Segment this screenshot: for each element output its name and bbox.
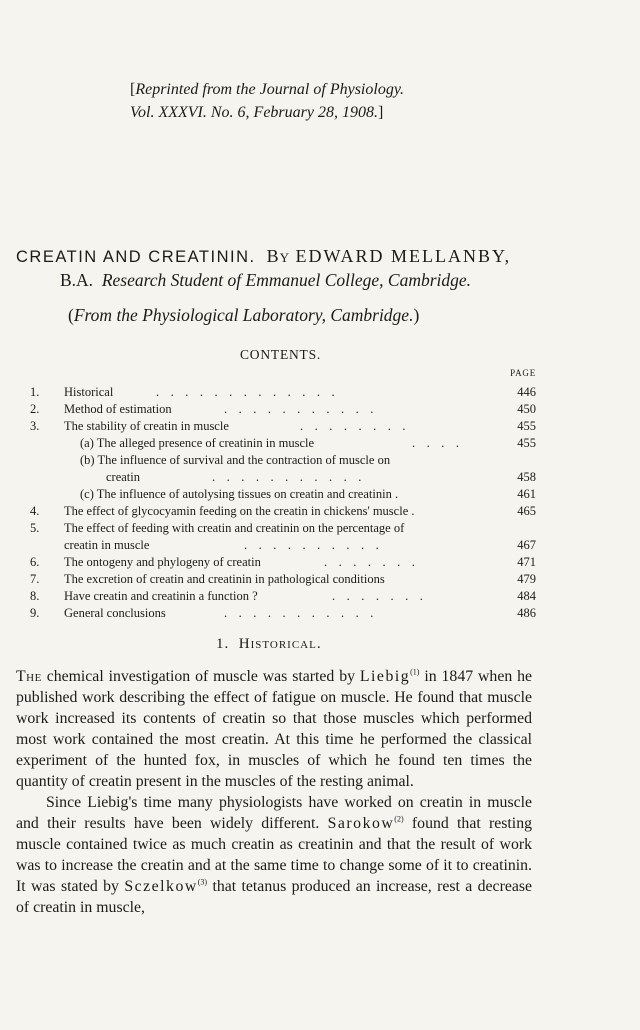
toc-page-number: 450 <box>517 402 536 416</box>
toc-row <box>16 419 536 436</box>
toc-leader-dots: ........... <box>224 402 385 416</box>
toc-entry-text: The effect of glycocyamin feeding on the creatin in chickens' muscle . <box>64 504 415 518</box>
toc-row <box>16 402 536 419</box>
citation-name-sczelkow: Sczelkow <box>124 878 198 895</box>
toc-entry-text: General conclusions <box>64 606 166 620</box>
section-title: Historical. <box>238 636 322 652</box>
reprint-notice <box>130 78 460 124</box>
toc-leader-dots: ........... <box>212 470 373 484</box>
title-by: By <box>266 246 290 266</box>
toc-number: 5. <box>30 521 40 535</box>
toc-entry-text: Historical <box>64 385 114 399</box>
paragraph-2 <box>16 792 532 918</box>
paragraph-1 <box>16 666 532 792</box>
reference-3: (3) <box>197 877 208 887</box>
toc-page-number: 467 <box>517 538 536 552</box>
toc-row <box>16 589 536 606</box>
toc-leader-dots: ........ <box>300 419 417 433</box>
citation-name-liebig: Liebig <box>359 668 411 685</box>
toc-number: 6. <box>30 555 40 569</box>
toc-page-number: 458 <box>517 470 536 484</box>
toc-entry-text: (b) The influence of survival and the contraction of muscle on <box>80 453 391 467</box>
toc-number: 8. <box>30 589 40 603</box>
toc-page-number: 465 <box>517 504 536 518</box>
toc-entry-text: The ontogeny and phylogeny of creatin <box>64 555 261 569</box>
toc-leader-dots: ........... <box>224 606 385 620</box>
toc-page-number: 479 <box>517 572 536 586</box>
p1-text-b: in 1847 when he published work describing the effect of fatigue on muscle. He found that muscle work increased its contents of creatin so that those muscles which performed most work contained the most creatin. At this time he performed the classical experiment of the hunted fox, in muscles of which he found ten times the quantity of creatin present in the muscles of the resting animal. <box>16 668 533 790</box>
paren-open: ( <box>68 305 74 325</box>
toc-number: 2. <box>30 402 40 416</box>
toc-row <box>16 453 536 470</box>
title-main: CREATIN AND CREATININ. <box>16 248 256 266</box>
author-degree: B.A. <box>60 270 94 290</box>
toc-leader-dots: .......... <box>244 538 391 552</box>
bracket-close: ] <box>377 104 384 121</box>
toc-entry-text: The stability of creatin in muscle <box>64 419 229 433</box>
paren-close: ) <box>413 305 420 325</box>
toc-page-number: 446 <box>517 385 536 399</box>
author-affiliation: Research Student of Emmanuel College, Cambridge. <box>101 270 472 290</box>
laboratory-line <box>68 305 419 326</box>
toc-entry-text: (c) The influence of autolysing tissues on creatin and creatinin . <box>80 487 399 501</box>
toc-row <box>16 606 536 623</box>
p2-text-a: Since Liebig's time many physiologists have worked on creatin in muscle and their results have been widely different. <box>16 794 532 832</box>
toc-entry-text: The excretion of creatin and creatinin in pathological conditions <box>64 572 385 586</box>
laboratory-name: From the Physiological Laboratory, Cambridge. <box>73 305 414 325</box>
section-number: 1. <box>216 636 230 652</box>
toc-entry-text: Have creatin and creatinin a function ? <box>64 589 258 603</box>
toc-leader-dots: .... <box>412 436 471 450</box>
toc-row <box>16 487 536 504</box>
toc-leader-dots: ............. <box>156 385 347 399</box>
toc-row <box>16 538 536 555</box>
reprint-line-1: Reprinted from the Journal of Physiology. <box>135 81 405 98</box>
article-title <box>16 246 626 267</box>
toc-row <box>16 436 536 453</box>
page-column-label: PAGE <box>510 368 536 378</box>
toc-row <box>16 555 536 572</box>
toc-page-number: 471 <box>517 555 536 569</box>
citation-name-sarokow: Sarokow <box>327 815 395 832</box>
toc-row <box>16 470 536 487</box>
p2-text-b: found that resting muscle contained twice as much creatin as creatinin and that the result of work was to increase the creatin and at the same time to change some of it to creatinin. It was stated by <box>16 815 532 895</box>
toc-entry-text: (a) The alleged presence of creatinin in muscle <box>80 436 315 450</box>
toc-row <box>16 385 536 402</box>
reference-2: (2) <box>394 814 404 824</box>
toc-number: 3. <box>30 419 40 433</box>
toc-entry-text: creatin <box>106 470 141 484</box>
author-name: EDWARD MELLANBY, <box>295 246 512 266</box>
toc-row <box>16 521 536 538</box>
bracket-open: [ <box>130 81 136 98</box>
toc-page-number: 455 <box>517 419 536 433</box>
reference-1: (1) <box>410 667 420 677</box>
author-affiliation-line <box>60 270 471 291</box>
body-text <box>16 666 532 918</box>
toc-row <box>16 504 536 521</box>
paragraph-lead: The <box>16 668 42 685</box>
section-heading <box>216 636 322 653</box>
toc-number: 7. <box>30 572 40 586</box>
p1-text-a: chemical investigation of muscle was started by <box>46 668 355 685</box>
toc-number: 9. <box>30 606 40 620</box>
toc-page-number: 461 <box>517 487 536 501</box>
toc-row <box>16 572 536 589</box>
toc-entry-text: creatin in muscle <box>64 538 150 552</box>
reprint-line-2: Vol. XXXVI. No. 6, February 28, 1908. <box>130 104 378 121</box>
contents-heading: CONTENTS. <box>240 347 322 362</box>
toc-number: 1. <box>30 385 40 399</box>
toc-entry-text: Method of estimation <box>64 402 172 416</box>
toc-number: 4. <box>30 504 40 518</box>
toc-entry-text: The effect of feeding with creatin and creatinin on the percentage of <box>64 521 405 535</box>
toc-page-number: 486 <box>517 606 536 620</box>
toc-leader-dots: ....... <box>332 589 435 603</box>
toc-page-number: 455 <box>517 436 536 450</box>
p2-text-c: that tetanus produced an increase, rest a decrease of creatin in muscle, <box>16 878 533 916</box>
toc-page-number: 484 <box>517 589 536 603</box>
toc-leader-dots: ....... <box>324 555 427 569</box>
